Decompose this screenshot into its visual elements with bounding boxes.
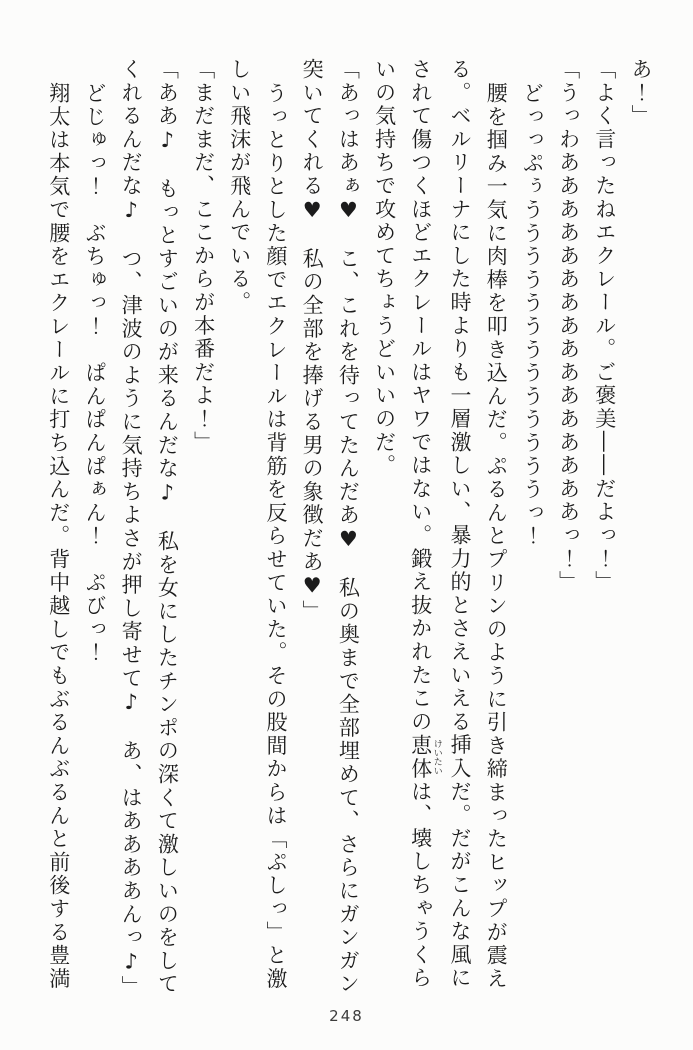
text-line-7 xyxy=(403,58,442,1003)
text-line-17: 翔太は本気で腰をエクレールに打ち込んだ。背中越しでもぶるんぶるんと前後する豊満 xyxy=(46,81,71,991)
text-line-11: うっとりとした顔でエクレールは背筋を反らせていた。その股間からは「ぷしっ」と激 xyxy=(263,81,288,991)
vertical-text-block xyxy=(41,58,659,1003)
text-line-13: 「まだまだ、ここからが本番だよ！」 xyxy=(191,58,216,455)
text-line-15: くれるんだな♪ つ、津波のように気持ちよさが押し寄せて♪ あ、はああああんっ♪」 xyxy=(119,58,144,999)
text-line-6: る。ベルリーナにした時よりも一層激しい、暴力的とさえいえる挿入だ。だがこんな風に xyxy=(447,58,472,990)
text-line-4: どっっぷぅうううううううううううううっ！ xyxy=(520,81,545,548)
text-line-16: どじゅっ！ ぶちゅっ！ ぱんぱんぱぁん！ ぷびっ！ xyxy=(82,81,107,664)
text-line-7-post: は、壊しちゃうくら xyxy=(408,780,433,991)
ruby-keitai xyxy=(408,733,442,781)
page-number: 248 xyxy=(329,1007,364,1025)
text-line-12: しい飛沫が飛んでいる。 xyxy=(227,58,252,315)
text-line-14: 「ああ♪ もっとすごいのが来るんだな♪ 私を女にしたチンポの深くて激しいのをして xyxy=(155,58,180,996)
text-line-1: あ！」 xyxy=(629,58,653,128)
text-line-8: いの気持ちで攻めてちょうどいいのだ。 xyxy=(372,58,397,478)
text-line-3: 「うっわああああああああああああああああっ！」 xyxy=(556,58,581,594)
ruby-base: 恵体 xyxy=(408,733,433,781)
ruby-furigana: けいたい xyxy=(431,733,442,781)
text-line-10: 突いてくれる♥ 私の全部を捧げる男の象徴だあ♥」 xyxy=(300,58,325,624)
text-line-7-pre: されて傷つくほどエクレールはヤワではない。鍛え抜かれたこの xyxy=(408,58,433,734)
text-line-9: 「あっはあぁ♥ こ、これを待ってたんだあ♥ 私の奥まで全部埋めて、さらにガンガン xyxy=(336,58,361,996)
text-line-5: 腰を掴み一気に肉棒を叩き込んだ。ぷるんとプリンのように引き締まったヒップが震え xyxy=(484,81,509,991)
text-line-2: 「よく言ったねエクレール。ご褒美――だよっ！」 xyxy=(592,58,617,594)
